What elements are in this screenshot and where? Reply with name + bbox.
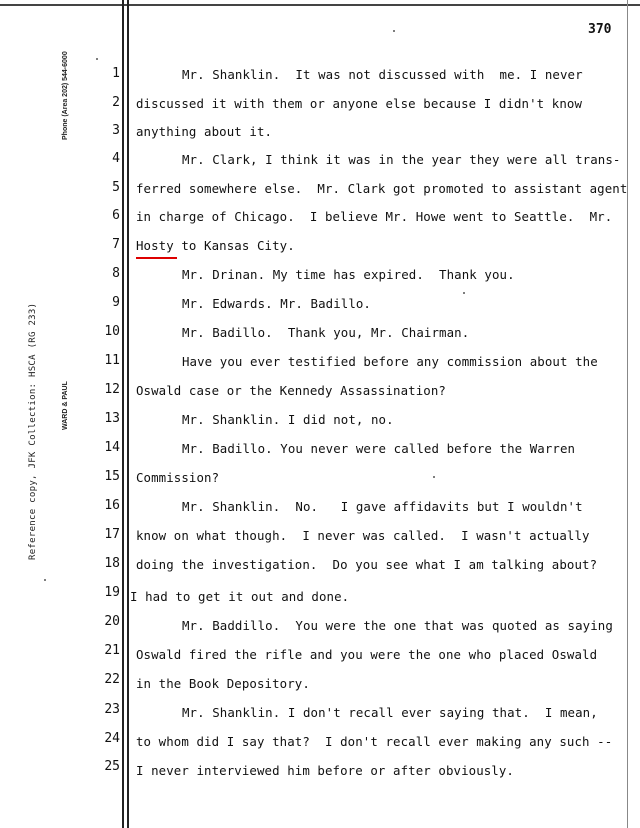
top-rule xyxy=(0,4,640,6)
transcript-line: I had to get it out and done. xyxy=(130,589,350,604)
transcript-line: Mr. Shanklin. No. I gave affidavits but I wouldn't xyxy=(182,499,583,514)
left-margin-rule xyxy=(122,0,124,828)
line-number: 5 xyxy=(112,180,120,195)
line-number: 10 xyxy=(104,324,120,339)
transcript-line: Mr. Baddillo. You were the one that was quoted as saying xyxy=(182,618,613,633)
transcript-line: in the Book Depository. xyxy=(136,676,310,691)
transcript-line: Commission? xyxy=(136,470,220,485)
transcript-line: Mr. Edwards. Mr. Badillo. xyxy=(182,296,371,311)
line-number: 15 xyxy=(104,469,120,484)
transcript-line: ferred somewhere else. Mr. Clark got promoted to assistant agent xyxy=(136,181,628,196)
line-number: 21 xyxy=(104,643,120,658)
line-number: 19 xyxy=(104,585,120,600)
transcript-line: Mr. Badillo. Thank you, Mr. Chairman. xyxy=(182,325,470,340)
scan-speck xyxy=(393,30,395,32)
transcript-line: Mr. Shanklin. It was not discussed with me. I never xyxy=(182,67,583,82)
scan-speck xyxy=(433,476,435,478)
scan-speck xyxy=(44,579,46,581)
line-number: 7 xyxy=(112,237,120,252)
reference-copy-stamp: Reference copy, JFK Collection: HSCA (RG 233) xyxy=(28,302,38,560)
transcript-line: Mr. Drinan. My time has expired. Thank you. xyxy=(182,267,515,282)
transcript-line: discussed it with them or anyone else because I didn't know xyxy=(136,96,583,111)
transcript-line: in charge of Chicago. I believe Mr. Howe went to Seattle. Mr. xyxy=(136,209,613,224)
line-number: 12 xyxy=(104,382,120,397)
left-margin-rule-inner xyxy=(127,0,129,828)
line-number: 22 xyxy=(104,672,120,687)
line-number: 20 xyxy=(104,614,120,629)
transcript-line: Mr. Clark, I think it was in the year they were all trans- xyxy=(182,152,621,167)
line-number: 6 xyxy=(112,208,120,223)
right-margin-rule xyxy=(627,0,628,828)
line-number: 17 xyxy=(104,527,120,542)
transcript-line: Mr. Shanklin. I don't recall ever saying that. I mean, xyxy=(182,705,598,720)
line-number: 25 xyxy=(104,759,120,774)
transcript-line: Hosty to Kansas City. xyxy=(136,238,295,253)
red-underline-mark xyxy=(136,257,177,259)
transcript-line: Oswald case or the Kennedy Assassination? xyxy=(136,383,446,398)
transcript-line: Mr. Badillo. You never were called before the Warren xyxy=(182,441,576,456)
line-number: 24 xyxy=(104,731,120,746)
line-number: 13 xyxy=(104,411,120,426)
scan-speck xyxy=(463,292,465,294)
transcript-line: Mr. Shanklin. I did not, no. xyxy=(182,412,394,427)
line-number: 11 xyxy=(104,353,120,368)
transcript-line: to whom did I say that? I don't recall ever making any such -- xyxy=(136,734,613,749)
line-number: 4 xyxy=(112,151,120,166)
transcript-line: I never interviewed him before or after obviously. xyxy=(136,763,514,778)
phone-stamp: Phone (Area 202) 544-6000 xyxy=(62,51,69,140)
transcript-line: Oswald fired the rifle and you were the one who placed Oswald xyxy=(136,647,598,662)
line-number: 1 xyxy=(112,66,120,81)
line-number: 23 xyxy=(104,702,120,717)
transcript-line: anything about it. xyxy=(136,124,273,139)
page-number: 370 xyxy=(588,22,612,37)
transcript-line: doing the investigation. Do you see what I am talking about? xyxy=(136,557,598,572)
firm-stamp: WARD & PAUL xyxy=(62,381,69,430)
line-number: 8 xyxy=(112,266,120,281)
line-number: 16 xyxy=(104,498,120,513)
scan-speck xyxy=(96,58,98,60)
line-number: 3 xyxy=(112,123,120,138)
line-number: 18 xyxy=(104,556,120,571)
transcript-line: Have you ever testified before any commission about the xyxy=(182,354,598,369)
line-number: 2 xyxy=(112,95,120,110)
line-number: 9 xyxy=(112,295,120,310)
line-number: 14 xyxy=(104,440,120,455)
transcript-line: know on what though. I never was called. I wasn't actually xyxy=(136,528,590,543)
